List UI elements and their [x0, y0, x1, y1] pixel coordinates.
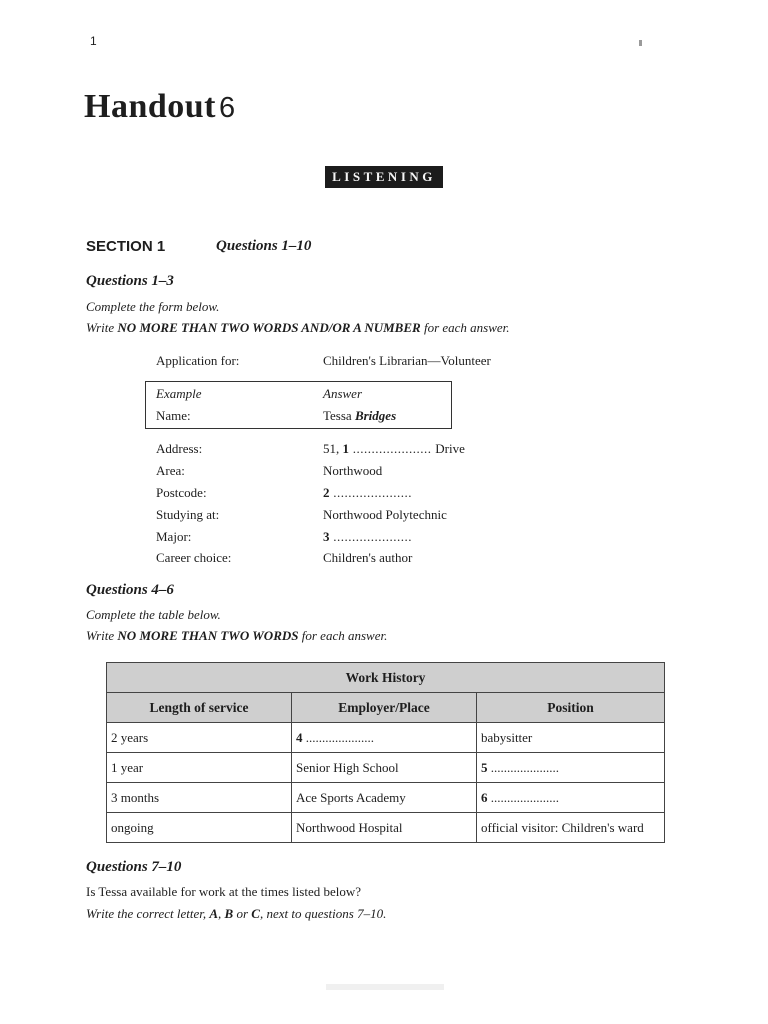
questions-7-10-heading: Questions 7–10 [86, 859, 182, 875]
cell-text: ..................... [487, 759, 559, 775]
cell-text: ..................... [302, 729, 374, 745]
instruction-text: for each answer. [298, 628, 388, 643]
field-text: Children's author [323, 550, 413, 565]
instruction-bold: NO MORE THAN TWO WORDS [117, 628, 299, 643]
table-row [107, 753, 665, 783]
letter-b: B [224, 906, 234, 921]
cell-position [477, 753, 665, 783]
cell-text: Northwood Hospital [296, 819, 403, 835]
table-row [107, 813, 665, 843]
questions-7-10-instruction-1: Is Tessa available for work at the times listed below? [86, 884, 362, 899]
question-number: 6 [481, 789, 488, 805]
questions-1-3-instruction-1: Complete the form below. [86, 299, 220, 314]
form-field-value [323, 463, 382, 479]
form-field-value [323, 550, 412, 566]
header-length: Length of service [107, 693, 292, 723]
form-field-value [323, 529, 412, 545]
question-number: 1 [342, 441, 349, 456]
cell-text: Ace Sports Academy [296, 789, 406, 805]
cell-length: 3 months [107, 783, 292, 813]
example-answer-label: Answer [323, 386, 362, 401]
form-field-value [323, 441, 465, 457]
form-field-label: Career choice: [156, 550, 232, 565]
title-number: 6 [219, 92, 236, 124]
field-text: Drive [435, 441, 465, 456]
separator: , [218, 906, 225, 921]
questions-1-3-heading: Questions 1–3 [86, 273, 174, 289]
header-employer: Employer/Place [292, 693, 477, 723]
form-application-label: Application for: [156, 353, 240, 368]
instruction-bold: NO MORE THAN TWO WORDS AND/OR A NUMBER [117, 320, 421, 335]
instruction-text: for each answer. [420, 320, 510, 335]
questions-4-6-heading: Questions 4–6 [86, 582, 174, 598]
instruction-text: Write [86, 628, 118, 643]
form-field-value [323, 507, 447, 523]
questions-1-3-instruction-2 [86, 320, 510, 336]
listening-banner: LISTENING [325, 166, 443, 188]
page-number: 1 [90, 34, 97, 48]
question-number: 4 [296, 729, 303, 745]
instruction-text: , next to questions 7–10. [259, 906, 387, 921]
form-field-label: Address: [156, 441, 203, 456]
cell-employer [292, 813, 477, 843]
section-label: SECTION 1 [86, 238, 166, 255]
form-field-label: Postcode: [156, 485, 207, 500]
question-number: 2 [323, 485, 330, 500]
form-field-value [323, 485, 412, 501]
field-text: Northwood [323, 463, 383, 478]
questions-7-10-instruction-2 [86, 906, 386, 922]
cell-length: 1 year [107, 753, 292, 783]
work-history-caption: Work History [107, 663, 665, 693]
example-label: Example [156, 386, 202, 401]
form-field-label: Major: [156, 529, 192, 544]
questions-4-6-instruction-2 [86, 628, 387, 644]
title-text: Handout [84, 88, 216, 125]
example-name-label: Name: [156, 408, 191, 423]
cell-length: ongoing [107, 813, 292, 843]
scan-footer-smudge [326, 984, 444, 990]
table-row [107, 783, 665, 813]
page-title [84, 88, 236, 126]
cell-text: Senior High School [296, 759, 399, 775]
cell-length: 2 years [107, 723, 292, 753]
cell-position [477, 813, 665, 843]
cell-employer [292, 723, 477, 753]
questions-4-6-instruction-1: Complete the table below. [86, 607, 221, 622]
work-history-table [106, 662, 665, 843]
answer-gap: ..................... [329, 529, 412, 544]
cell-employer [292, 783, 477, 813]
cell-text: babysitter [481, 729, 533, 745]
scan-mark [639, 40, 642, 46]
example-name-value [323, 408, 396, 424]
header-position: Position [477, 693, 665, 723]
cell-position [477, 783, 665, 813]
question-number: 5 [481, 759, 488, 775]
instruction-text: Write the correct letter, [86, 906, 210, 921]
table-row [107, 723, 665, 753]
cell-text: official visitor: Children's ward [481, 819, 644, 835]
cell-text: ..................... [487, 789, 559, 805]
question-number: 3 [323, 529, 330, 544]
field-text: Northwood Polytechnic [323, 507, 447, 522]
example-first-name: Tessa [323, 408, 355, 423]
form-field-label: Studying at: [156, 507, 220, 522]
answer-gap: ..................... [349, 441, 436, 456]
answer-gap: ..................... [329, 485, 412, 500]
cell-position [477, 723, 665, 753]
form-field-label: Area: [156, 463, 185, 478]
separator: or [233, 906, 252, 921]
cell-employer [292, 753, 477, 783]
field-text: 51, [323, 441, 343, 456]
letter-c: C [251, 906, 260, 921]
example-last-name: Bridges [354, 408, 397, 423]
letter-a: A [209, 906, 219, 921]
section-questions: Questions 1–10 [216, 238, 312, 254]
form-application-value: Children's Librarian—Volunteer [323, 353, 491, 368]
instruction-text: Write [86, 320, 118, 335]
work-history-rows [107, 723, 665, 843]
